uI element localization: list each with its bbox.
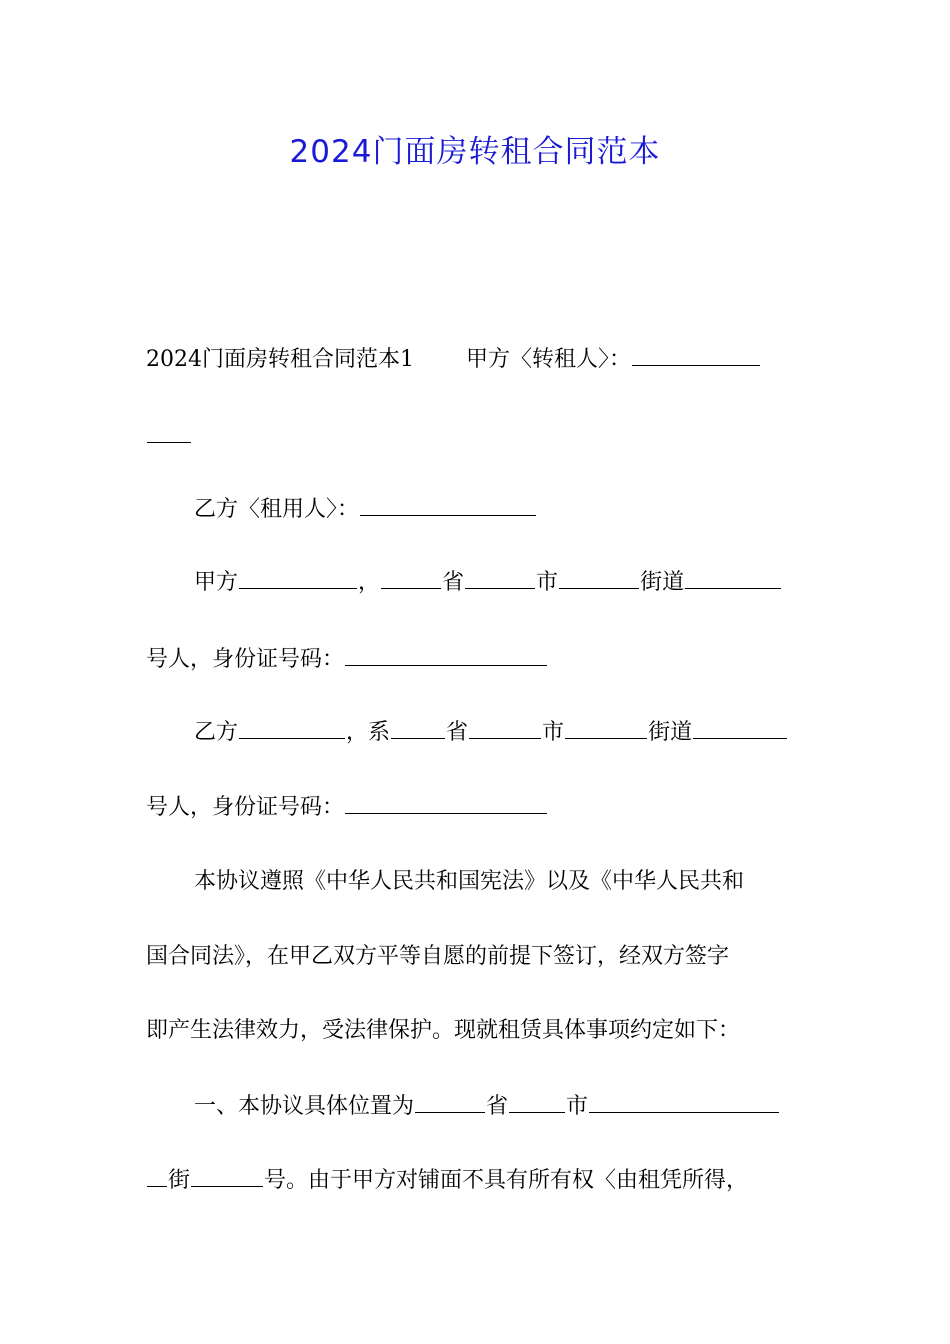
- party-b-id-label: 号人，身份证号码：: [146, 795, 345, 820]
- party-b-label: 乙方〈租用人〉：: [194, 497, 360, 522]
- city-label: 市: [536, 570, 559, 595]
- province-blank: [415, 1092, 485, 1113]
- city-blank: [509, 1092, 565, 1113]
- contract-subtitle: 2024门面房转租合同范本1: [146, 347, 414, 372]
- party-b-id-line: [146, 793, 816, 823]
- party-b-address-line: [194, 718, 814, 748]
- clause-1-line-2: [146, 1166, 816, 1196]
- party-a-blank-continued: [147, 422, 191, 443]
- preamble-line-2: 国合同法》，在甲乙双方平等自愿的前提下签订，经双方签字: [146, 944, 730, 969]
- number-blank: [191, 1166, 263, 1187]
- province-blank: [391, 718, 445, 739]
- comma-xi: ，系: [346, 720, 391, 745]
- province-blank: [381, 568, 441, 589]
- party-b-word: 乙方: [194, 720, 239, 745]
- street-label: 街: [168, 1168, 191, 1193]
- province-label: 省: [442, 570, 465, 595]
- preamble-line-1: 本协议遵照《中华人民共和国宪法》以及《中华人民共和: [194, 869, 745, 894]
- party-a-word: 甲方: [194, 570, 239, 595]
- party-a-id-line: [146, 645, 816, 675]
- comma: ，: [358, 570, 381, 595]
- party-b-blank: [360, 495, 536, 516]
- city-blank: [465, 568, 535, 589]
- preamble-line-3: 即产生法律效力，受法律保护。现就租赁具体事项约定如下：: [146, 1018, 741, 1043]
- party-b-name-blank: [239, 718, 345, 739]
- party-a-id-label: 号人，身份证号码：: [146, 647, 345, 672]
- party-a-label: 甲方〈转租人〉：: [466, 347, 632, 372]
- street-blank: [565, 718, 647, 739]
- street-label: 街道: [648, 720, 693, 745]
- clause-1-prefix: 一、本协议具体位置为: [194, 1094, 415, 1119]
- province-label: 省: [486, 1094, 509, 1119]
- party-b-line: [194, 495, 814, 525]
- city-label: 市: [566, 1094, 589, 1119]
- number-blank: [693, 718, 787, 739]
- contract-heading-line: [146, 345, 816, 375]
- party-a-blank: [632, 345, 760, 366]
- city-blank: [469, 718, 541, 739]
- clause-1-rest: 号。由于甲方对铺面不具有所有权〈由租凭所得，: [264, 1168, 749, 1193]
- province-label: 省: [446, 720, 469, 745]
- party-a-address-line: [194, 568, 814, 598]
- street-blank: [147, 1166, 167, 1187]
- party-a-name-blank: [239, 568, 357, 589]
- party-b-id-blank: [345, 793, 547, 814]
- street-label: 街道: [640, 570, 685, 595]
- city-label: 市: [542, 720, 565, 745]
- clause-1-line-1: [194, 1092, 814, 1122]
- document-title: 2024门面房转租合同范本: [289, 134, 661, 170]
- district-blank: [589, 1092, 779, 1113]
- party-a-id-blank: [345, 645, 547, 666]
- party-a-blank-continued-line: [146, 422, 816, 452]
- number-blank: [685, 568, 781, 589]
- street-blank: [559, 568, 639, 589]
